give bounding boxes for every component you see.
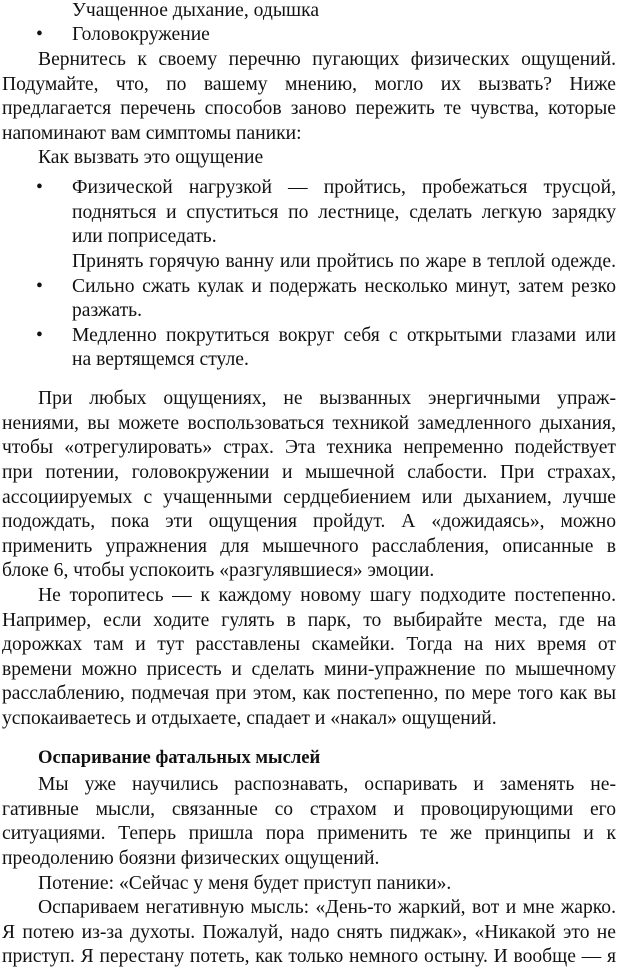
paragraph-line: ассоциируемых с учащенными сердцебиением или дыханием, лучше bbox=[2, 487, 616, 508]
paragraph-line: блоке 6, чтобы успокоить «разгулявшиеся» эмоции. bbox=[2, 560, 435, 581]
paragraph-line: нениями, вы можете воспользоваться техникой замедленного дыхания, bbox=[2, 413, 616, 434]
list-item-line: разжать. bbox=[72, 300, 143, 321]
paragraph-line: расслаблению, подмечая при этом, как постепенно, по мере того как вы bbox=[2, 683, 616, 704]
list-item-line: на вертящемся стуле. bbox=[72, 349, 249, 370]
bullet-icon: • bbox=[36, 325, 43, 346]
paragraph-line: Вернитесь к своему перечню пугающих физических ощущений. bbox=[38, 49, 616, 70]
paragraph-line: успокаиваетесь и отдыхаете, спадает и «накал» ощущений. bbox=[2, 708, 497, 729]
paragraph-line: Например, если ходите гулять в парк, то выбирайте места, где на bbox=[2, 610, 616, 631]
list-item-line: Принять горячую ванну или пройтись по жаре в теплой одежде. bbox=[72, 251, 616, 272]
paragraph-line: при потении, головокружении и мышечной слабости. При страхах, bbox=[2, 462, 616, 483]
list-item-line: или поприседать. bbox=[72, 226, 217, 247]
bullet-icon: • bbox=[36, 276, 43, 297]
list-item-fist: Сильно сжать кулак и подержать несколько минут, затем резко bbox=[72, 276, 616, 297]
list-item-spinning: Медленно покрутиться вокруг себя с открытыми глазами или bbox=[72, 325, 616, 346]
paragraph-line: применить упражнения для мышечного расслабления, описанные в bbox=[2, 536, 616, 557]
subheading: Как вызвать это ощущение bbox=[38, 147, 264, 168]
list-item-dizziness: Головокружение bbox=[72, 24, 210, 45]
section-heading: Оспаривание фатальных мыслей bbox=[38, 747, 321, 768]
list-item-rapid-breathing: Учащенное дыхание, одышка bbox=[72, 0, 320, 21]
paragraph-line: предлагается перечень способов заново пережить те чувства, которые bbox=[2, 98, 616, 119]
paragraph-line: Подумайте, что, по вашему мнению, могло их вызвать? Ниже bbox=[2, 74, 616, 95]
paragraph-line: чтобы «отрегулировать» страх. Эта техника непременно подействует bbox=[2, 437, 616, 458]
paragraph-line: преодолению боязни физических ощущений. bbox=[2, 848, 380, 869]
paragraph-line: При любых ощущениях, не вызванных энергичными упраж- bbox=[38, 388, 616, 409]
paragraph-line: Я потею из-за духоты. Пожалуй, надо снять пиджак», «Никакой это не bbox=[2, 922, 616, 943]
list-item-line: подняться и спуститься по лестнице, сделать легкую зарядку bbox=[72, 202, 616, 223]
paragraph-line: Не торопитесь — к каждому новому шагу подходите постепенно. bbox=[38, 585, 616, 606]
paragraph-line: Потение: «Сейчас у меня будет приступ паники». bbox=[38, 873, 452, 894]
bullet-icon: • bbox=[36, 24, 43, 45]
paragraph-line: гативные мысли, связанные со страхом и провоцирующими его bbox=[2, 799, 616, 820]
paragraph-line: Мы уже научились распознавать, оспаривать и заменять не- bbox=[38, 774, 616, 795]
paragraph-line: ситуациями. Теперь пришла пора применить те же принципы и к bbox=[2, 823, 616, 844]
paragraph-line: Оспариваем негативную мысль: «День-то жаркий, вот и мне жарко. bbox=[38, 897, 616, 918]
paragraph-line: приступ. Я перестану потеть, как только немного остыну. И вообще — я bbox=[2, 946, 616, 967]
bullet-icon: • bbox=[36, 177, 43, 198]
list-item-physical-exercise: Физической нагрузкой — пройтись, пробежаться трусцой, bbox=[72, 177, 616, 198]
paragraph-line: времени можно присесть и сделать мини-упражнение по мышечному bbox=[2, 659, 616, 680]
paragraph-line: дорожках там и тут расставлены скамейки. Тогда на них время от bbox=[2, 634, 616, 655]
paragraph-line: напоминают вам симптомы паники: bbox=[2, 123, 302, 144]
paragraph-line: подождать, пока эти ощущения пройдут. А «дожидаясь», можно bbox=[2, 511, 616, 532]
